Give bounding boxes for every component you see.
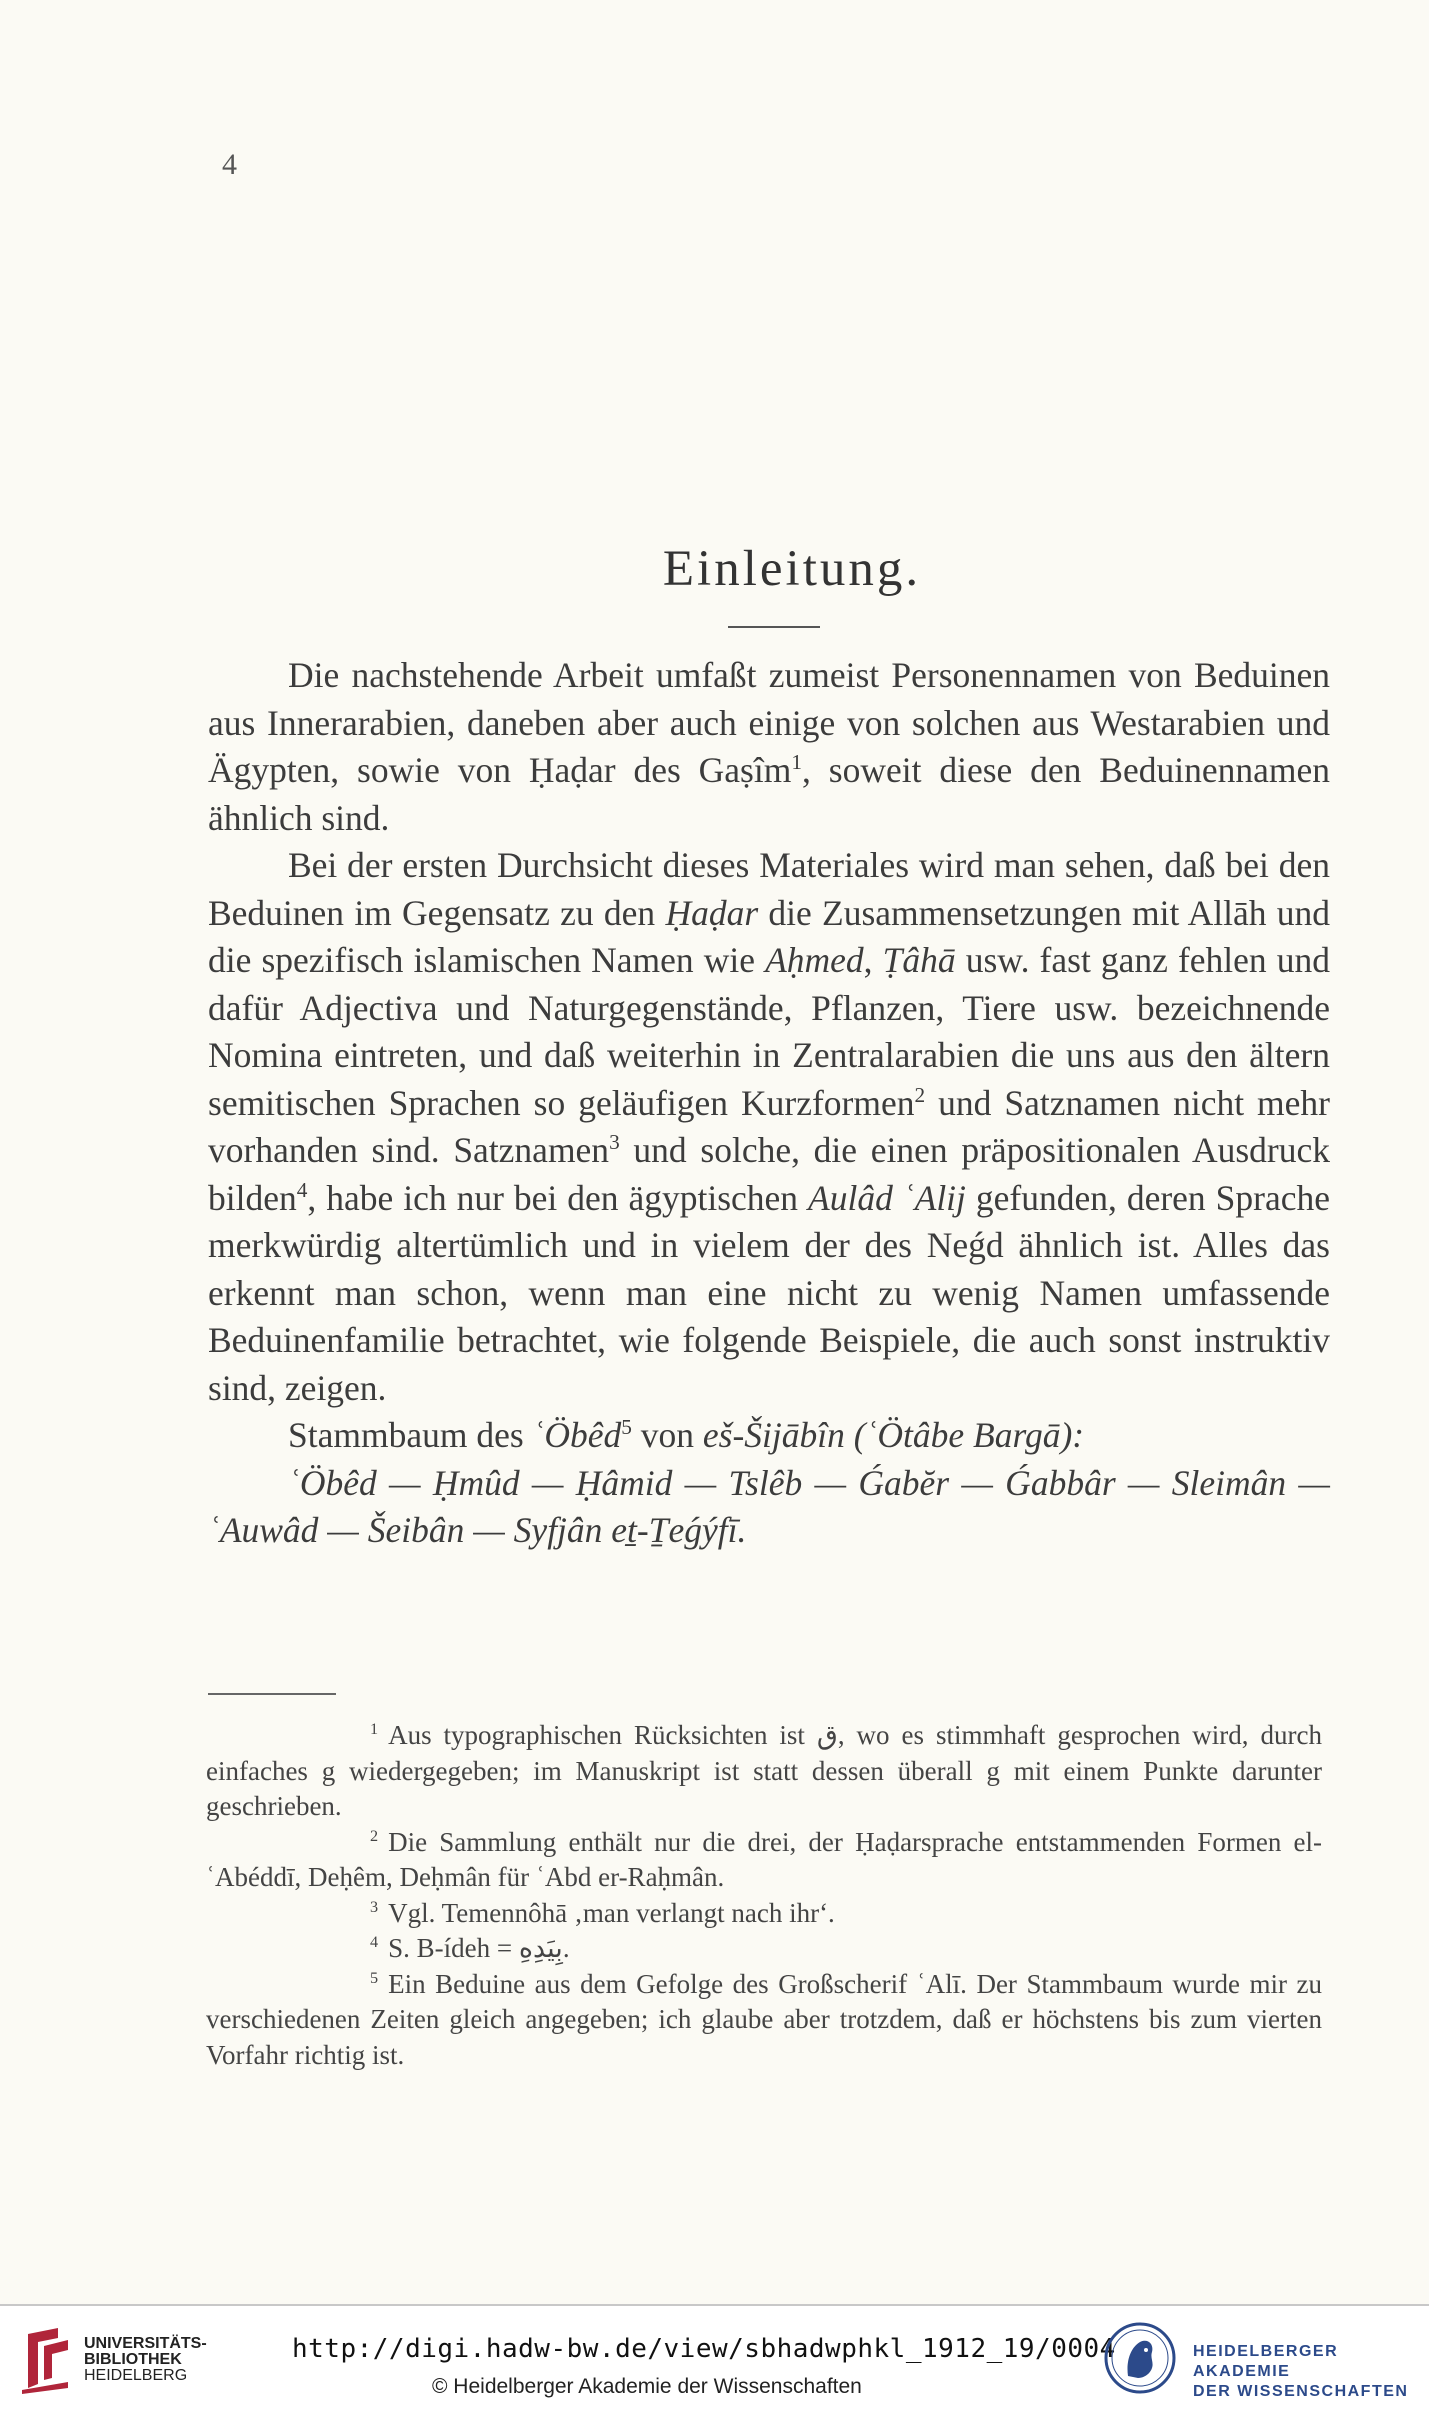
p1-text-a: Die nachstehende Arbeit umfaßt zumeist Personennamen von Beduinen aus Innerarabien, daneben aber auch einige von solchen aus Westarabien und Ägypten, sowie von Ḥaḍar des Gaṣîm [208, 655, 1330, 790]
title-rule [728, 626, 820, 628]
p2-text-d: usw. fast ganz fehlen und dafür Adjectiva und Naturgegenstände, Pflanzen, Tiere usw. bezeichnende Nomina eintreten, und daß weiterhin in Zentralarabien die uns aus den ältern semitischen Sprachen so geläufigen Kurzformen [208, 940, 1330, 1123]
genealogy-text: ʿÖbêd — Ḥmûd — Ḥâmid — Tslêb — Ǵabĕr — Ǵabbâr — Sleimân — ʿAuwâd — Šeibân — Syfjân eṯ-Ṯeǵýfī. [208, 1462, 1330, 1550]
footnote-rule [208, 1693, 336, 1695]
footnote-text: Vgl. Temennôhā ‚man verlangt nach ihr‘. [388, 1897, 835, 1928]
footnote-ref-1[interactable]: 1 [791, 750, 803, 775]
ub-line-3: HEIDELBERG [84, 2367, 188, 2384]
footnote-ref-3[interactable]: 3 [609, 1130, 620, 1155]
p2-text-h: gefunden, deren Sprache merkwürdig altertümlich und in vielem der des Neǵd ähnlich ist. Alles das erkennt man schon, wenn man eine nicht zu wenig Namen umfassende Beduinenfamilie betrachtet, wie folgende Beispiele, die auch sonst instruktiv sind, zeigen. [208, 1177, 1330, 1408]
paragraph-1 [208, 652, 1330, 842]
p2-text-b: die Zusammensetzungen mit Allāh und die spezifisch islamischen Namen wie [208, 892, 1330, 980]
permalink-url[interactable]: http://digi.hadw-bw.de/view/sbhadwphkl_1912_19/0004 [292, 2334, 1116, 2364]
ub-line-1: UNIVERSITÄTS- [84, 2335, 207, 2352]
footnote-1: $^1$ Aus typographischen Rücksichten ist ق, wo es stimmhaft gesprochen wird, durch einfaches g wiedergegeben; im Manuskript ist statt dessen überall g mit einem Punkte darunter geschrieben. [206, 1720, 1322, 1821]
page-title: Einleitung. [662, 541, 922, 597]
p1-text-b: , soweit diese den Beduinennamen ähnlich sind. [208, 750, 1330, 838]
p2-term-aulad: Aulâd ʿAlij [808, 1177, 966, 1218]
p2-text-f: und solche, die einen präpositionalen Ausdruck bilden [208, 1130, 1330, 1218]
p2-text-e: und Satznamen nicht mehr vorhanden sind. Satznamen [208, 1082, 1330, 1170]
footer-bar [0, 2304, 1429, 2412]
footnote-2: $^2$ Die Sammlung enthält nur die drei, der Ḥaḍarsprache entstammenden Formen el-ʿAbéddī, Deḥêm, Deḥmân für ʿAbd er-Raḥmân. [206, 1826, 1322, 1892]
p2-text-g: , habe ich nur bei den ägyptischen [307, 1177, 809, 1218]
p3-term-sijabin: eš-Šijābîn (ʿÖtâbe Bargā): [702, 1415, 1085, 1455]
p2-term-hadar: Ḥaḍar [665, 892, 759, 933]
p3-term-obed: ʿÖbêd [532, 1415, 622, 1455]
paragraph-3 [208, 1412, 1330, 1460]
academy-seal-icon[interactable] [1102, 2318, 1178, 2398]
p3-text-a: Stammbaum des [288, 1415, 533, 1455]
hadw-line-2: DER WISSENSCHAFTEN [1193, 2383, 1409, 2400]
academy-label [1193, 2342, 1429, 2402]
footnote-text: Ein Beduine aus dem Gefolge des Großscherif ʿAlī. Der Stammbaum wurde mir zu verschiedenen Zeiten gleich angegeben; ich glaube aber trotzdem, daß er höchstens bis zum vierten Vorfahr richtig ist. [206, 1968, 1322, 2070]
paragraph-2 [208, 842, 1330, 1412]
p2-term-taha: Ṭâhā [882, 940, 956, 980]
footnote-5: $^5$ Ein Beduine aus dem Gefolge des Großscherif ʿAlī. Der Stammbaum wurde mir zu verschiedenen Zeiten gleich angegeben; ich glaube aber trotzdem, daß er höchstens bis zum vierten Vorfahr richtig ist. [206, 1968, 1322, 2070]
paragraph-genealogy [208, 1460, 1330, 1555]
body-text [208, 652, 1330, 1555]
footnote-ref-4[interactable]: 4 [296, 1177, 308, 1202]
university-library-logo-icon[interactable] [18, 2324, 76, 2396]
footnote-3: $^3$ Vgl. Temennôhā ‚man verlangt nach ihr‘. [370, 1897, 835, 1928]
ub-line-2: BIBLIOTHEK [84, 2351, 182, 2368]
footnote-text: Die Sammlung enthält nur die drei, der Ḥaḍarsprache entstammenden Formen el-ʿAbéddī, Deḥêm, Deḥmân für ʿAbd er-Raḥmân. [206, 1826, 1322, 1892]
page-number: 4 [222, 148, 237, 181]
hadw-line-1: HEIDELBERGER AKADEMIE [1193, 2343, 1339, 2380]
footnote-text: Aus typographischen Rücksichten ist ق, wo es stimmhaft gesprochen wird, durch einfaches g wiedergegeben; im Manuskript ist statt dessen überall g mit einem Punkte darunter geschrieben. [206, 1720, 1322, 1821]
copyright-notice: © Heidelberger Akademie der Wissenschaften [432, 2375, 862, 2398]
p2-text-a: Bei der ersten Durchsicht dieses Materiales wird man sehen, daß bei den Beduinen im Gegensatz zu den [208, 845, 1330, 933]
university-library-label [84, 2336, 207, 2384]
footnotes [206, 1718, 1322, 2073]
footnote-text: S. B-ídeh = بِيَدِهِ. [388, 1933, 570, 1963]
p2-text-c: , [863, 940, 883, 980]
footnote-ref-5[interactable]: 5 [621, 1415, 632, 1440]
p3-text-b: von [631, 1415, 703, 1455]
p2-term-ahmed: Aḥmed [765, 940, 864, 980]
footnote-4: $^4$ S. B-ídeh = بِيَدِهِ. [370, 1933, 570, 1963]
footnote-ref-2[interactable]: 2 [914, 1082, 926, 1107]
